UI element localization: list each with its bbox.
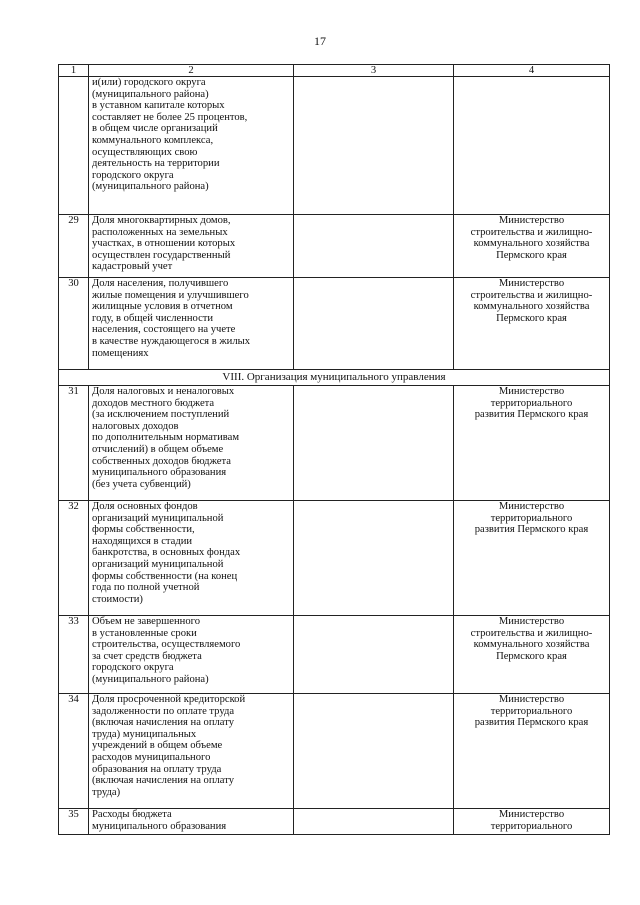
row-number-cell: 30 bbox=[59, 278, 89, 370]
table-row bbox=[59, 278, 610, 370]
responsible-cell: Министерство территориального развития Пермского края bbox=[454, 386, 610, 501]
indicator-name-cell: Объем не завершенного в установленные сроки строительства, осуществляемого за счет средств бюджета городского округа (муниципального района) bbox=[89, 616, 294, 694]
indicator-name-cell: Доля населения, получившего жилые помещения и улучшившего жилищные условия в отчетном году, в общей численности населения, состоящего на учете в качестве нуждающегося в жилых помещениях bbox=[89, 278, 294, 370]
value-cell bbox=[294, 809, 454, 835]
value-cell bbox=[294, 77, 454, 215]
table-row bbox=[59, 501, 610, 616]
column-header-3: 3 bbox=[294, 65, 454, 77]
indicator-name-cell: Расходы бюджета муниципального образования bbox=[89, 809, 294, 835]
table-row bbox=[59, 386, 610, 501]
indicator-name-cell: Доля просроченной кредиторской задолженности по оплате труда (включая начисления на оплату труда) муниципальных учреждений в общем объеме расходов муниципального образования на оплату труда (включая начисления на оплату труда) bbox=[89, 694, 294, 809]
responsible-cell: Министерство территориального bbox=[454, 809, 610, 835]
indicator-name-cell: Доля многоквартирных домов, расположенных на земельных участках, в отношении которых осуществлен государственный кадастровый учет bbox=[89, 215, 294, 278]
row-number-cell: 31 bbox=[59, 386, 89, 501]
page-number: 17 bbox=[314, 34, 326, 48]
table-row bbox=[59, 694, 610, 809]
value-cell bbox=[294, 501, 454, 616]
responsible-cell: Министерство строительства и жилищно- коммунального хозяйства Пермского края bbox=[454, 278, 610, 370]
column-header-2: 2 bbox=[89, 65, 294, 77]
table-header-row bbox=[59, 65, 610, 77]
responsible-cell: Министерство территориального развития Пермского края bbox=[454, 694, 610, 809]
table-row bbox=[59, 809, 610, 835]
value-cell bbox=[294, 386, 454, 501]
row-number-cell: 32 bbox=[59, 501, 89, 616]
column-header-1: 1 bbox=[59, 65, 89, 77]
row-number-cell bbox=[59, 77, 89, 215]
responsible-cell: Министерство строительства и жилищно- коммунального хозяйства Пермского края bbox=[454, 616, 610, 694]
section-header-row bbox=[59, 370, 610, 386]
indicators-table bbox=[58, 64, 610, 835]
responsible-cell: Министерство территориального развития Пермского края bbox=[454, 501, 610, 616]
indicator-name-cell: Доля основных фондов организаций муниципальной формы собственности, находящихся в стадии банкротства, в основных фондах организаций муниципальной формы собственности (на конец года по полной учетной стоимости) bbox=[89, 501, 294, 616]
table-row bbox=[59, 616, 610, 694]
row-number-cell: 29 bbox=[59, 215, 89, 278]
row-number-cell: 34 bbox=[59, 694, 89, 809]
column-header-4: 4 bbox=[454, 65, 610, 77]
table-row-continuation bbox=[59, 77, 610, 215]
row-number-cell: 33 bbox=[59, 616, 89, 694]
table-row bbox=[59, 215, 610, 278]
value-cell bbox=[294, 215, 454, 278]
value-cell bbox=[294, 694, 454, 809]
section-title: VIII. Организация муниципального управления bbox=[59, 370, 610, 386]
responsible-cell: Министерство строительства и жилищно- коммунального хозяйства Пермского края bbox=[454, 215, 610, 278]
responsible-cell bbox=[454, 77, 610, 215]
value-cell bbox=[294, 616, 454, 694]
indicator-name-cell: и(или) городского округа (муниципального района) в уставном капитале которых составляет не более 25 процентов, в общем числе организаций коммунального комплекса, осуществляющих свою деятельность на территории городского округа (муниципального района) bbox=[89, 77, 294, 215]
row-number-cell: 35 bbox=[59, 809, 89, 835]
indicator-name-cell: Доля налоговых и неналоговых доходов местного бюджета (за исключением поступлений налоговых доходов по дополнительным нормативам отчислений) в общем объеме собственных доходов бюджета муниципального образования (без учета субвенций) bbox=[89, 386, 294, 501]
value-cell bbox=[294, 278, 454, 370]
